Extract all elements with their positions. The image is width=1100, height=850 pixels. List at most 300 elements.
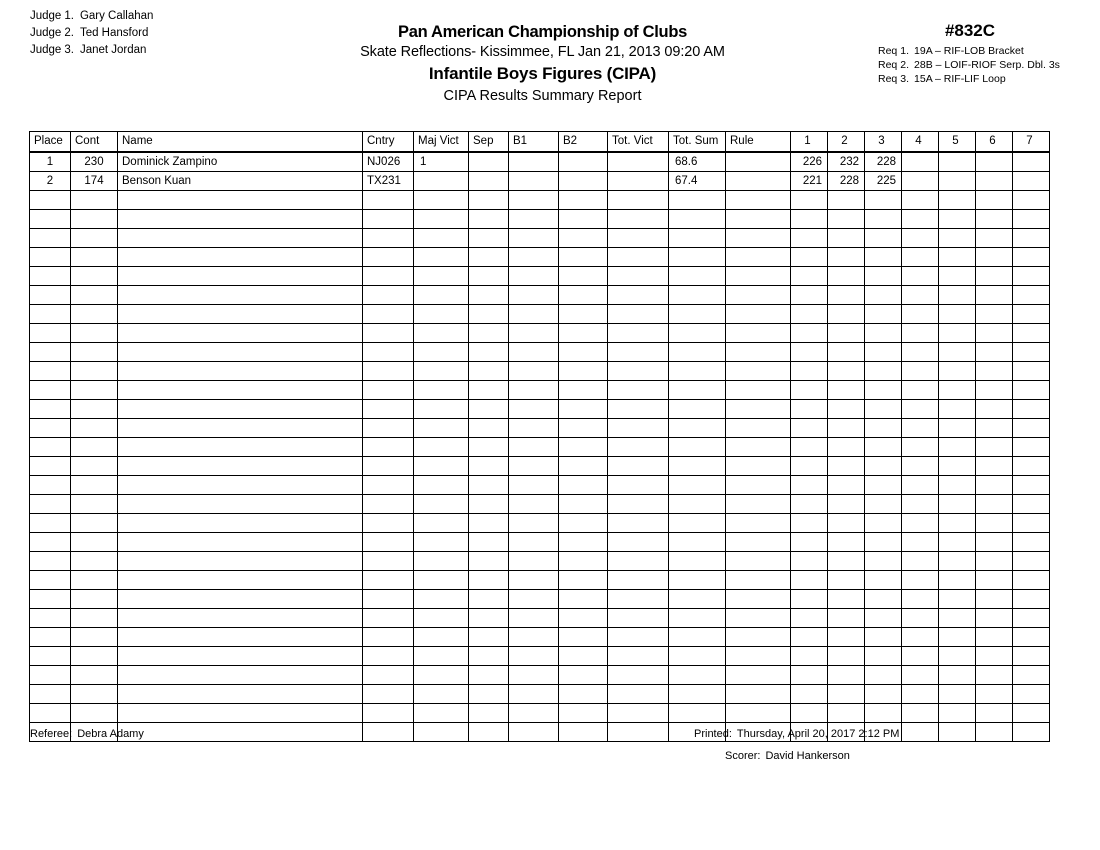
- cell-cont: [71, 248, 118, 267]
- cell-rule: [726, 210, 791, 229]
- cell-name: [118, 267, 363, 286]
- cell-cntry: [363, 381, 414, 400]
- column-header-j4: 4: [902, 132, 939, 153]
- judge-number: 3.: [64, 44, 74, 56]
- cell-b1: [509, 248, 559, 267]
- cell-j7: [1013, 286, 1050, 305]
- cell-j5: [939, 419, 976, 438]
- cell-j2: [828, 609, 865, 628]
- cell-j2: [828, 229, 865, 248]
- cell-j5: [939, 400, 976, 419]
- cell-tot_vict: [608, 609, 669, 628]
- cell-tot_vict: [608, 552, 669, 571]
- table-row-empty[interactable]: [30, 590, 1050, 609]
- requirement-text: 28B – LOIF-RIOF Serp. Dbl. 3s: [914, 59, 1060, 71]
- cell-j7: [1013, 362, 1050, 381]
- cell-tot_sum: [669, 248, 726, 267]
- cell-sep: [469, 191, 509, 210]
- cell-rule: [726, 400, 791, 419]
- cell-j1: [791, 590, 828, 609]
- cell-maj_vict: [414, 457, 469, 476]
- cell-sep: [469, 419, 509, 438]
- cell-j1: [791, 609, 828, 628]
- cell-rule: [726, 362, 791, 381]
- cell-rule: [726, 229, 791, 248]
- cell-j2: [828, 210, 865, 229]
- cell-sep: [469, 628, 509, 647]
- table-row-empty[interactable]: [30, 286, 1050, 305]
- cell-j2: [828, 514, 865, 533]
- cell-tot_vict: [608, 286, 669, 305]
- cell-j4: [902, 210, 939, 229]
- table-row-empty[interactable]: [30, 571, 1050, 590]
- cell-sep: [469, 210, 509, 229]
- cell-j5: [939, 571, 976, 590]
- cell-sep: [469, 609, 509, 628]
- cell-j6: [976, 419, 1013, 438]
- table-row-empty[interactable]: [30, 609, 1050, 628]
- cell-sep: [469, 172, 509, 191]
- cell-tot_sum: [669, 609, 726, 628]
- table-row-empty[interactable]: [30, 343, 1050, 362]
- cell-j5: [939, 685, 976, 704]
- cell-place: [30, 666, 71, 685]
- cell-b1: [509, 495, 559, 514]
- table-row-empty[interactable]: [30, 400, 1050, 419]
- results-table-container: [29, 131, 1048, 742]
- cell-j3: [865, 419, 902, 438]
- cell-j4: [902, 514, 939, 533]
- cell-b2: [559, 210, 608, 229]
- cell-maj_vict: [414, 647, 469, 666]
- cell-cont: [71, 571, 118, 590]
- cell-j7: [1013, 191, 1050, 210]
- cell-j7: [1013, 590, 1050, 609]
- title-panel: [200, 22, 885, 107]
- cell-j1: [791, 704, 828, 723]
- judge-label: Judge: [30, 10, 62, 22]
- cell-cntry: [363, 514, 414, 533]
- cell-cntry: [363, 590, 414, 609]
- cell-j7: [1013, 609, 1050, 628]
- cell-j1: [791, 533, 828, 552]
- cell-j3: [865, 476, 902, 495]
- cell-rule: [726, 514, 791, 533]
- cell-j2: [828, 324, 865, 343]
- cell-cntry: [363, 362, 414, 381]
- cell-place: [30, 647, 71, 666]
- table-row-empty[interactable]: [30, 248, 1050, 267]
- cell-j2: [828, 533, 865, 552]
- cell-tot_sum: [669, 362, 726, 381]
- cell-j6: [976, 210, 1013, 229]
- cell-b2: [559, 362, 608, 381]
- requirement-entry: [878, 72, 1080, 86]
- results-table-body: [30, 152, 1050, 742]
- cell-sep: [469, 552, 509, 571]
- cell-j6: [976, 305, 1013, 324]
- cell-rule: [726, 533, 791, 552]
- cell-tot_vict: [608, 172, 669, 191]
- competition-title: Pan American Championship of Clubs: [398, 23, 687, 41]
- cell-tot_vict: [608, 248, 669, 267]
- cell-b1: [509, 590, 559, 609]
- cell-j1: 226: [791, 152, 828, 172]
- cell-j4: [902, 552, 939, 571]
- judge-name: Ted Hansford: [79, 27, 149, 39]
- cell-tot_vict: [608, 666, 669, 685]
- cell-j3: [865, 438, 902, 457]
- cell-cont: [71, 229, 118, 248]
- cell-tot_vict: [608, 704, 669, 723]
- cell-j6: [976, 533, 1013, 552]
- cell-j4: [902, 286, 939, 305]
- cell-sep: [469, 152, 509, 172]
- cell-j5: [939, 514, 976, 533]
- cell-b1: [509, 685, 559, 704]
- cell-j1: [791, 381, 828, 400]
- cell-j2: [828, 305, 865, 324]
- cell-place: [30, 343, 71, 362]
- cell-b1: [509, 514, 559, 533]
- cell-tot_sum: [669, 324, 726, 343]
- cell-sep: [469, 685, 509, 704]
- cell-b2: [559, 457, 608, 476]
- table-row-empty[interactable]: [30, 514, 1050, 533]
- cell-j4: [902, 438, 939, 457]
- cell-name: [118, 514, 363, 533]
- cell-j6: [976, 324, 1013, 343]
- cell-j4: [902, 172, 939, 191]
- column-header-place: Place: [30, 132, 71, 153]
- table-row-empty[interactable]: [30, 533, 1050, 552]
- cell-maj_vict: [414, 533, 469, 552]
- cell-name: [118, 438, 363, 457]
- requirement-number: 2.: [900, 59, 910, 71]
- cell-j5: [939, 210, 976, 229]
- cell-j7: [1013, 476, 1050, 495]
- cell-j7: [1013, 514, 1050, 533]
- cell-tot_sum: 67.4: [669, 172, 726, 191]
- cell-maj_vict: [414, 267, 469, 286]
- cell-name: [118, 191, 363, 210]
- cell-b1: [509, 628, 559, 647]
- table-row-empty[interactable]: [30, 267, 1050, 286]
- cell-cntry: [363, 609, 414, 628]
- table-row[interactable]: [30, 152, 1050, 172]
- cell-j4: [902, 400, 939, 419]
- requirements-list: [860, 44, 1080, 86]
- cell-cont: 174: [71, 172, 118, 191]
- cell-name: [118, 305, 363, 324]
- table-row-empty[interactable]: [30, 666, 1050, 685]
- cell-tot_sum: [669, 210, 726, 229]
- cell-maj_vict: [414, 514, 469, 533]
- cell-tot_sum: [669, 628, 726, 647]
- cell-j7: [1013, 419, 1050, 438]
- cell-b1: [509, 152, 559, 172]
- cell-j7: [1013, 438, 1050, 457]
- cell-rule: [726, 495, 791, 514]
- cell-tot_sum: [669, 495, 726, 514]
- cell-j1: [791, 571, 828, 590]
- cell-place: [30, 685, 71, 704]
- cell-cntry: [363, 400, 414, 419]
- cell-maj_vict: [414, 704, 469, 723]
- column-header-j2: 2: [828, 132, 865, 153]
- cell-j6: [976, 685, 1013, 704]
- table-row-empty[interactable]: [30, 647, 1050, 666]
- printed-label: Printed:: [694, 728, 732, 740]
- cell-sep: [469, 229, 509, 248]
- table-row-empty[interactable]: [30, 229, 1050, 248]
- cell-j7: [1013, 343, 1050, 362]
- table-row-empty[interactable]: [30, 305, 1050, 324]
- cell-rule: [726, 305, 791, 324]
- cell-name: [118, 400, 363, 419]
- cell-cont: [71, 628, 118, 647]
- judge-entry: [30, 25, 153, 42]
- cell-tot_vict: [608, 267, 669, 286]
- cell-tot_vict: [608, 229, 669, 248]
- cell-b1: [509, 647, 559, 666]
- cell-cntry: [363, 571, 414, 590]
- table-row-empty[interactable]: [30, 210, 1050, 229]
- cell-j3: [865, 324, 902, 343]
- cell-j5: [939, 495, 976, 514]
- cell-j4: [902, 685, 939, 704]
- cell-j7: [1013, 685, 1050, 704]
- cell-rule: [726, 191, 791, 210]
- cell-tot_vict: [608, 571, 669, 590]
- cell-b2: [559, 571, 608, 590]
- requirement-number: 3.: [900, 73, 910, 85]
- table-row-empty[interactable]: [30, 704, 1050, 723]
- cell-j4: [902, 628, 939, 647]
- cell-sep: [469, 457, 509, 476]
- cell-b2: [559, 248, 608, 267]
- cell-cont: [71, 210, 118, 229]
- table-row-empty[interactable]: [30, 628, 1050, 647]
- table-header-row: [30, 132, 1050, 153]
- cell-cont: [71, 590, 118, 609]
- cell-rule: [726, 552, 791, 571]
- cell-cntry: [363, 191, 414, 210]
- column-header-j7: 7: [1013, 132, 1050, 153]
- cell-b1: [509, 286, 559, 305]
- cell-j4: [902, 609, 939, 628]
- cell-j3: [865, 267, 902, 286]
- cell-tot_sum: [669, 666, 726, 685]
- cell-tot_sum: [669, 267, 726, 286]
- cell-j6: [976, 343, 1013, 362]
- cell-maj_vict: [414, 590, 469, 609]
- cell-place: [30, 571, 71, 590]
- cell-j7: [1013, 533, 1050, 552]
- cell-j3: 228: [865, 152, 902, 172]
- cell-sep: [469, 571, 509, 590]
- cell-b1: [509, 343, 559, 362]
- cell-name: [118, 343, 363, 362]
- cell-cntry: [363, 457, 414, 476]
- cell-tot_sum: [669, 590, 726, 609]
- cell-name: [118, 647, 363, 666]
- cell-cont: 230: [71, 152, 118, 172]
- cell-name: Dominick Zampino: [118, 152, 363, 172]
- cell-place: 1: [30, 152, 71, 172]
- cell-rule: [726, 647, 791, 666]
- cell-b2: [559, 533, 608, 552]
- cell-j3: [865, 400, 902, 419]
- cell-j7: [1013, 666, 1050, 685]
- cell-j1: [791, 666, 828, 685]
- cell-j1: [791, 552, 828, 571]
- cell-j1: [791, 286, 828, 305]
- cell-b2: [559, 152, 608, 172]
- report-footer: [0, 726, 1100, 786]
- cell-cntry: NJ026: [363, 152, 414, 172]
- cell-maj_vict: [414, 400, 469, 419]
- cell-j3: [865, 362, 902, 381]
- cell-j1: 221: [791, 172, 828, 191]
- column-header-cont: Cont: [71, 132, 118, 153]
- cell-j4: [902, 343, 939, 362]
- cell-maj_vict: [414, 172, 469, 191]
- cell-tot_sum: [669, 229, 726, 248]
- table-row-empty[interactable]: [30, 476, 1050, 495]
- cell-j2: [828, 286, 865, 305]
- requirement-entry: [878, 44, 1080, 58]
- cell-b2: [559, 191, 608, 210]
- cell-cntry: [363, 685, 414, 704]
- cell-b2: [559, 343, 608, 362]
- cell-place: [30, 210, 71, 229]
- cell-j3: [865, 305, 902, 324]
- table-row-empty[interactable]: [30, 419, 1050, 438]
- cell-j3: [865, 666, 902, 685]
- table-row-empty[interactable]: [30, 191, 1050, 210]
- cell-place: [30, 628, 71, 647]
- cell-cont: [71, 438, 118, 457]
- column-header-j1: 1: [791, 132, 828, 153]
- cell-name: [118, 666, 363, 685]
- cell-j3: [865, 248, 902, 267]
- column-header-b2: B2: [559, 132, 608, 153]
- cell-cont: [71, 381, 118, 400]
- cell-j1: [791, 457, 828, 476]
- cell-j5: [939, 286, 976, 305]
- cell-cont: [71, 476, 118, 495]
- cell-j2: [828, 191, 865, 210]
- judge-entry: [30, 8, 153, 25]
- cell-sep: [469, 286, 509, 305]
- cell-j1: [791, 400, 828, 419]
- cell-sep: [469, 305, 509, 324]
- cell-rule: [726, 286, 791, 305]
- table-row-empty[interactable]: [30, 552, 1050, 571]
- cell-j2: [828, 419, 865, 438]
- cell-j3: [865, 229, 902, 248]
- cell-maj_vict: [414, 362, 469, 381]
- cell-j7: [1013, 248, 1050, 267]
- cell-j6: [976, 552, 1013, 571]
- cell-b1: [509, 191, 559, 210]
- cell-j3: [865, 457, 902, 476]
- cell-j4: [902, 571, 939, 590]
- cell-name: [118, 229, 363, 248]
- report-subtitle: CIPA Results Summary Report: [443, 88, 642, 104]
- cell-maj_vict: [414, 248, 469, 267]
- cell-j2: [828, 381, 865, 400]
- column-header-tot_sum: Tot. Sum: [669, 132, 726, 153]
- requirement-entry: [878, 58, 1080, 72]
- cell-cntry: [363, 210, 414, 229]
- cell-b1: [509, 457, 559, 476]
- cell-j4: [902, 381, 939, 400]
- cell-name: Benson Kuan: [118, 172, 363, 191]
- cell-tot_sum: [669, 400, 726, 419]
- cell-sep: [469, 704, 509, 723]
- cell-cont: [71, 514, 118, 533]
- cell-tot_vict: [608, 495, 669, 514]
- cell-j5: [939, 666, 976, 685]
- cell-j6: [976, 172, 1013, 191]
- table-row-empty[interactable]: [30, 362, 1050, 381]
- cell-j5: [939, 457, 976, 476]
- table-row-empty[interactable]: [30, 381, 1050, 400]
- requirement-number: 1.: [900, 45, 910, 57]
- cell-j3: 225: [865, 172, 902, 191]
- cell-maj_vict: [414, 666, 469, 685]
- cell-name: [118, 552, 363, 571]
- cell-b1: [509, 666, 559, 685]
- cell-j1: [791, 495, 828, 514]
- table-row[interactable]: [30, 172, 1050, 191]
- cell-j3: [865, 286, 902, 305]
- judge-entry: [30, 42, 153, 59]
- cell-j3: [865, 704, 902, 723]
- table-row-empty[interactable]: [30, 438, 1050, 457]
- cell-sep: [469, 438, 509, 457]
- cell-j1: [791, 514, 828, 533]
- cell-rule: [726, 152, 791, 172]
- cell-sep: [469, 324, 509, 343]
- cell-j5: [939, 172, 976, 191]
- table-row-empty[interactable]: [30, 495, 1050, 514]
- cell-j5: [939, 152, 976, 172]
- cell-maj_vict: 1: [414, 152, 469, 172]
- cell-name: [118, 286, 363, 305]
- cell-j2: [828, 476, 865, 495]
- cell-name: [118, 571, 363, 590]
- cell-tot_vict: [608, 400, 669, 419]
- cell-tot_vict: [608, 305, 669, 324]
- table-row-empty[interactable]: [30, 324, 1050, 343]
- cell-j5: [939, 305, 976, 324]
- table-row-empty[interactable]: [30, 457, 1050, 476]
- table-row-empty[interactable]: [30, 685, 1050, 704]
- requirement-label: Req: [878, 45, 898, 57]
- cell-place: [30, 229, 71, 248]
- cell-b1: [509, 419, 559, 438]
- scorer-name: David Hankerson: [765, 750, 850, 762]
- column-header-name: Name: [118, 132, 363, 153]
- cell-j2: [828, 685, 865, 704]
- cell-b2: [559, 590, 608, 609]
- cell-j5: [939, 248, 976, 267]
- requirement-text: 15A – RIF-LIF Loop: [914, 73, 1006, 85]
- column-header-sep: Sep: [469, 132, 509, 153]
